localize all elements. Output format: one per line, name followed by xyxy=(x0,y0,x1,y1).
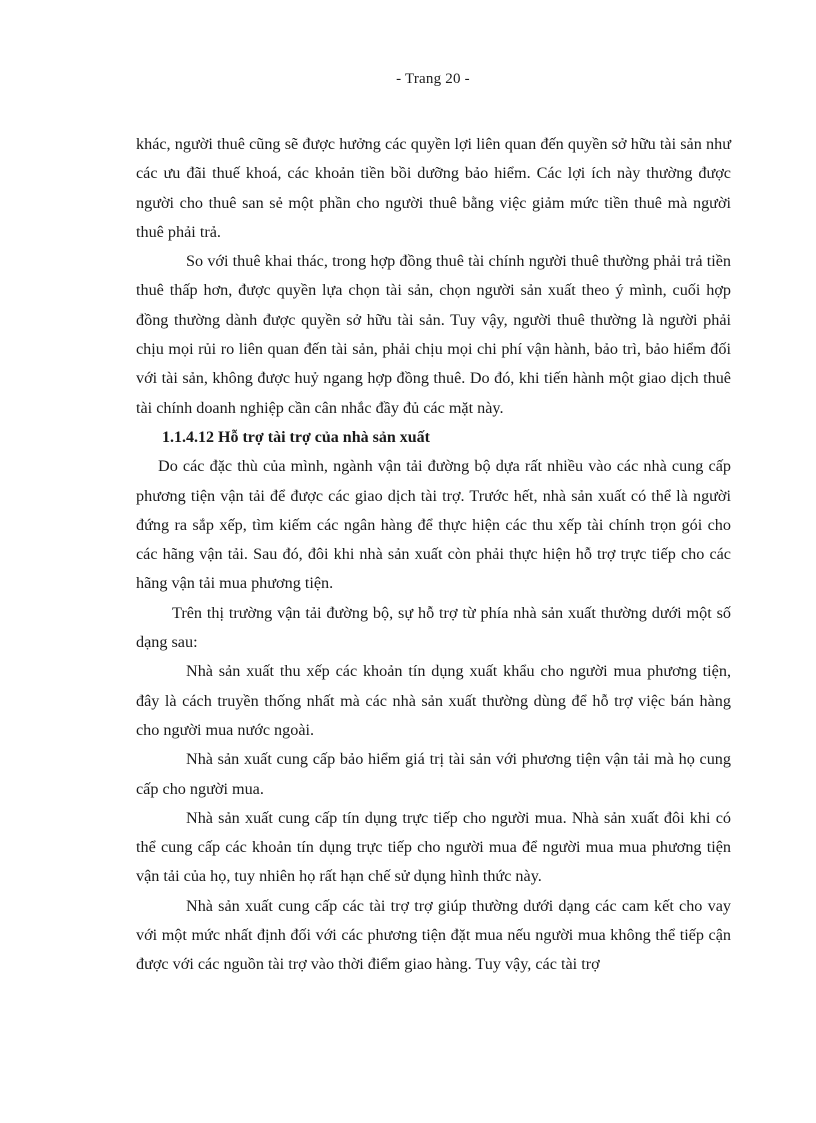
page-number: - Trang 20 - xyxy=(396,71,470,87)
list-paragraph: Nhà sản xuất thu xếp các khoản tín dụng xuất khẩu cho người mua phương tiện, đây là cách truyền thống nhất mà các nhà sản xuất thường dùng để hỗ trợ việc bán hàng cho người mua nước ngoài. xyxy=(136,662,731,739)
list-paragraph: Nhà sản xuất cung cấp các tài trợ trợ giúp thường dưới dạng các cam kết cho vay với một mức nhất định đối với các phương tiện đặt mua nếu người mua không thể tiếp cận được với các nguồn tài trợ vào thời điểm giao hàng. Tuy vậy, các tài trợ xyxy=(136,896,731,974)
list-paragraph: Nhà sản xuất cung cấp tín dụng trực tiếp cho người mua. Nhà sản xuất đôi khi có thể cung cấp các khoản tín dụng trực tiếp cho người mua để người mua mua phương tiện vận tải của họ, tuy nhiên họ rất hạn chế sử dụng hình thức này. xyxy=(136,808,731,886)
paragraph: khác, người thuê cũng sẽ được hưởng các quyền lợi liên quan đến quyền sở hữu tài sản như các ưu đãi thuế khoá, các khoản tiền bồi dưỡng bảo hiểm. Các lợi ích này thường được người cho thuê san sẻ một phần cho người thuê bằng việc giảm mức tiền thuê mà người thuê phải trả. xyxy=(136,135,731,241)
list-paragraph: Nhà sản xuất cung cấp bảo hiểm giá trị tài sản với phương tiện vận tải mà họ cung cấp cho người mua. xyxy=(136,750,731,798)
paragraph: Trên thị trường vận tải đường bộ, sự hỗ trợ từ phía nhà sản xuất thường dưới một số dạng sau: xyxy=(136,603,731,652)
document-body xyxy=(136,130,731,980)
paragraph: So với thuê khai thác, trong hợp đồng thuê tài chính người thuê thường phải trả tiền thuê thấp hơn, được quyền lựa chọn tài sản, chọn người sản xuất theo ý mình, cuối hợp đồng thường dành được quyền sở hữu tài sản. Tuy vậy, người thuê thường là người phải chịu mọi rủi ro liên quan đến tài sản, phải chịu mọi chi phí vận hành, bảo trì, bảo hiểm đối với tài sản, không được huỷ ngang hợp đồng thuê. Do đó, khi tiến hành một giao dịch thuê tài chính doanh nghiệp cần cân nhắc đầy đủ các mặt này. xyxy=(136,252,731,417)
paragraph: Do các đặc thù của mình, ngành vận tải đường bộ dựa rất nhiều vào các nhà cung cấp phương tiện vận tải để được các giao dịch tài trợ. Trước hết, nhà sản xuất có thể là người đứng ra sắp xếp, tìm kiếm các ngân hàng để thực hiện các thu xếp tài chính trọn gói cho các hãng vận tải. Sau đó, đôi khi nhà sản xuất còn phải thực hiện hỗ trợ trực tiếp cho các hãng vận tải mua phương tiện. xyxy=(136,457,731,593)
section-heading: 1.1.4.12 Hỗ trợ tài trợ của nhà sản xuất xyxy=(162,428,430,446)
